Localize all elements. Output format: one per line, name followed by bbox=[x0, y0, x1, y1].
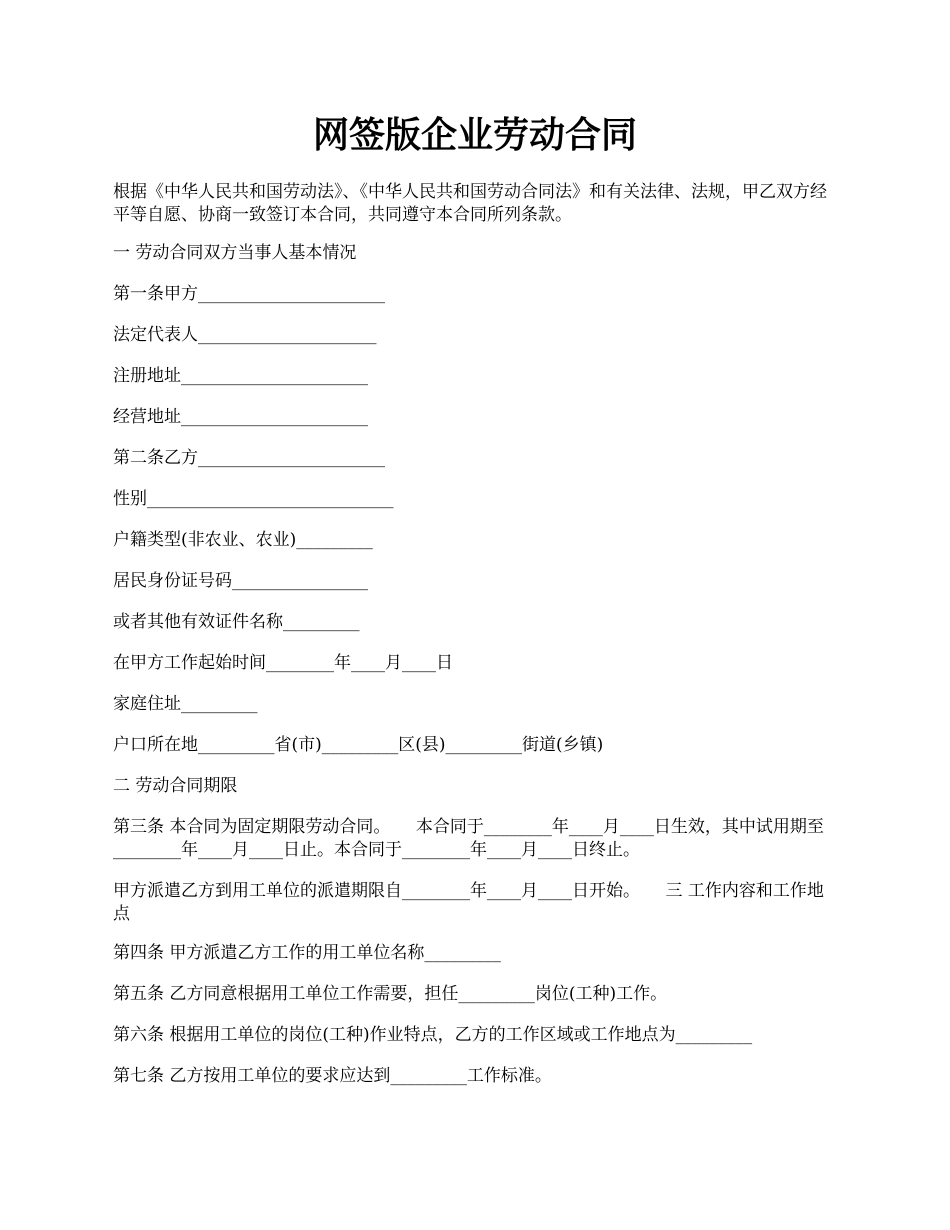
gender-field: 性别_____________________________ bbox=[113, 489, 394, 509]
dispatch-period-paragraph: 甲方派遣乙方到用工单位的派遣期限自________年____月____日开始。 三 工作内容和工作地点 bbox=[113, 881, 824, 924]
section-heading-parties: 一 劳动合同双方当事人基本情况 bbox=[113, 243, 357, 263]
party-b-field: 第二条乙方______________________ bbox=[113, 448, 385, 468]
article-5-paragraph: 第五条 乙方同意根据用工单位工作需要，担任_________岗位(工种)工作。 bbox=[113, 984, 668, 1004]
hukou-location-field: 户口所在地_________省(市)_________区(县)_________街道(乡镇) bbox=[113, 735, 604, 755]
business-address-field: 经营地址______________________ bbox=[113, 407, 368, 427]
party-a-field: 第一条甲方______________________ bbox=[113, 284, 385, 304]
document-title: 网签版企业劳动合同 bbox=[312, 114, 637, 156]
article-6-paragraph: 第六条 根据用工单位的岗位(工种)作业特点，乙方的工作区域或工作地点为_________ bbox=[113, 1025, 753, 1045]
other-id-field: 或者其他有效证件名称_________ bbox=[113, 612, 360, 632]
article-7-paragraph: 第七条 乙方按用工单位的要求应达到_________工作标准。 bbox=[113, 1066, 552, 1086]
section-heading-term: 二 劳动合同期限 bbox=[113, 776, 238, 796]
legal-representative-field: 法定代表人_____________________ bbox=[113, 325, 377, 345]
registered-address-field: 注册地址______________________ bbox=[113, 366, 368, 386]
id-number-field: 居民身份证号码________________ bbox=[113, 571, 368, 591]
start-date-field: 在甲方工作起始时间________年____月____日 bbox=[113, 653, 453, 673]
article-3-paragraph: 第三条 本合同为固定期限劳动合同。 本合同于________年____月____日生效，其中试用期至________年____月____日止。本合同于________年____月____日终止。 bbox=[113, 817, 824, 860]
household-type-field: 户籍类型(非农业、农业)_________ bbox=[113, 530, 373, 550]
intro-paragraph: 根据《中华人民共和国劳动法》、《中华人民共和国劳动合同法》和有关法律、法规，甲乙双方经平等自愿、协商一致签订本合同，共同遵守本合同所列条款。 bbox=[113, 182, 827, 225]
article-4-paragraph: 第四条 甲方派遣乙方工作的用工单位名称_________ bbox=[113, 943, 501, 963]
home-address-field: 家庭住址_________ bbox=[113, 694, 258, 714]
